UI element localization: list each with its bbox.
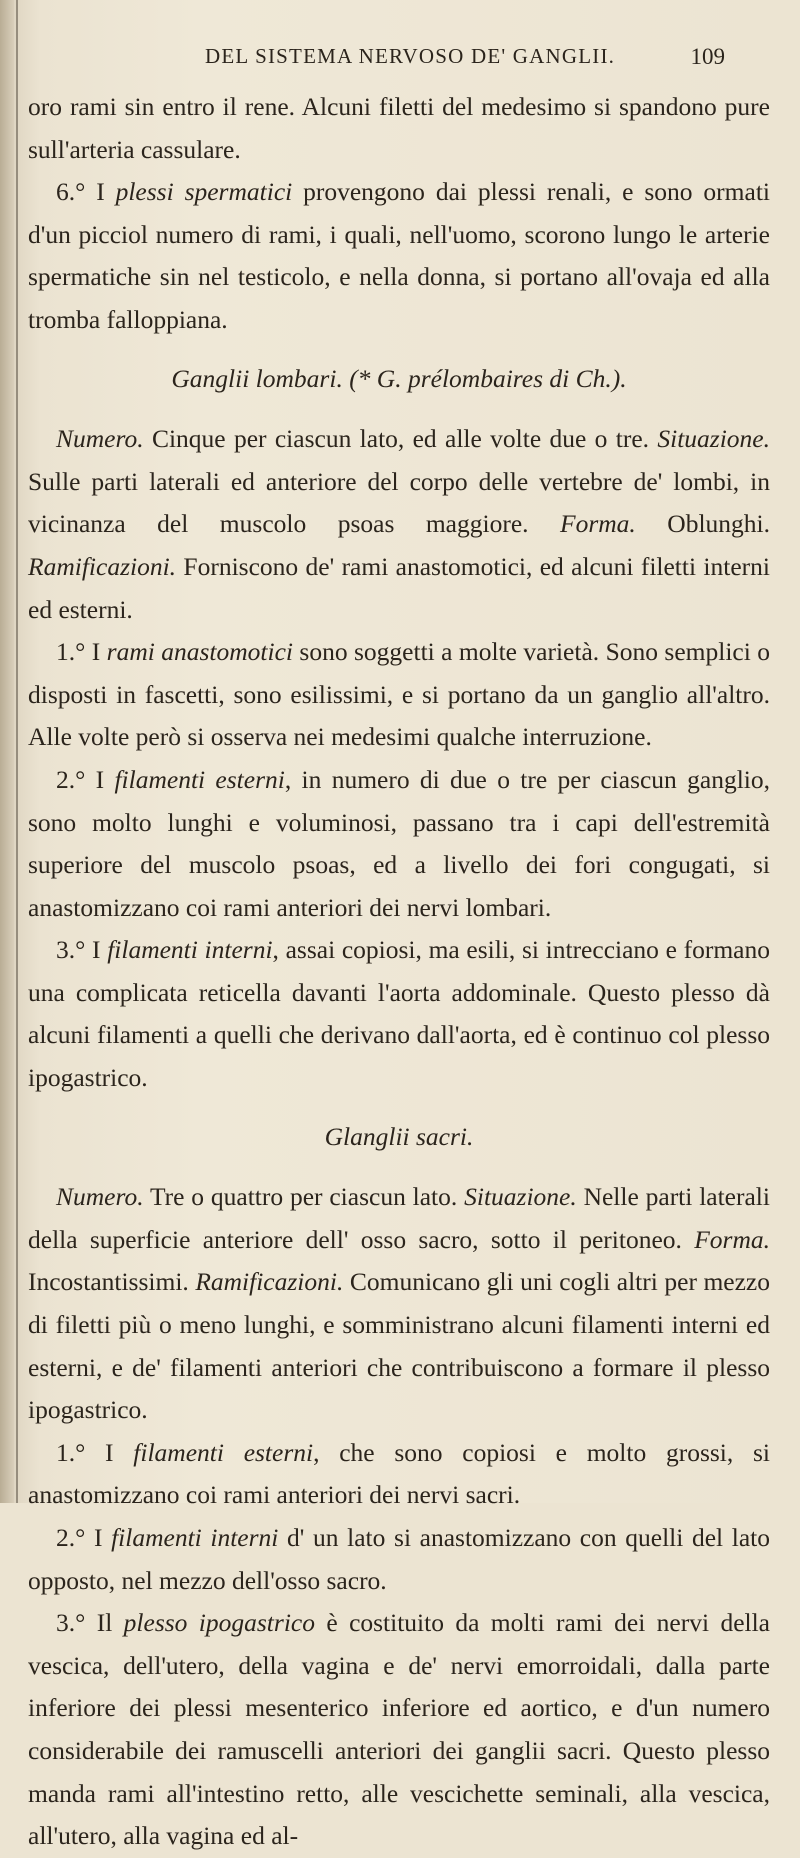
paragraph-text: 2.° I xyxy=(56,764,115,794)
section-heading: Glanglii sacri. xyxy=(324,1121,474,1151)
emphasis: filamenti esterni xyxy=(114,764,285,794)
running-header xyxy=(205,44,725,70)
running-title: DEL SISTEMA NERVOSO DE' GANGLII. xyxy=(205,44,616,68)
paragraph xyxy=(28,1517,770,1602)
paragraph-text: 2.° I xyxy=(56,1523,112,1552)
paragraph-text: 1.° I xyxy=(56,1437,134,1467)
paragraph-text: 6.° I xyxy=(56,177,116,207)
paragraph xyxy=(28,929,770,1099)
section-heading: Ganglii lombari. (* G. prélombaires di Ch.). xyxy=(171,363,627,393)
paragraph-text: Tre o quattro per ciascun lato. xyxy=(143,1182,465,1212)
emphasis: Forma. xyxy=(560,509,636,539)
emphasis: rami anastomotici xyxy=(106,637,293,667)
paragraph-text: Nelle parti laterali della superficie anteriore dell' osso sacro, sotto il peritoneo. xyxy=(28,1182,770,1254)
paragraph-text: Forniscono de' rami anastomotici, ed alcuni filetti interni ed esterni. xyxy=(28,551,770,624)
emphasis: Numero. xyxy=(56,424,144,454)
paragraph xyxy=(28,1602,770,1858)
paragraph xyxy=(28,1176,770,1432)
emphasis: filamenti interni xyxy=(111,1523,279,1552)
page-number: 109 xyxy=(690,44,725,69)
gutter-line xyxy=(16,0,18,1503)
paragraph-text: Comunicano gli uni cogli altri per mezzo di filetti più o meno lunghi, e somministrano alcuni filamenti interni ed esterni, e de' filamenti anteriori che contribuiscono a formare il plesso ipogastrico. xyxy=(28,1267,770,1425)
paragraph xyxy=(28,759,770,929)
emphasis: Numero. xyxy=(56,1182,144,1212)
emphasis: Forma. xyxy=(694,1224,770,1254)
paragraph xyxy=(28,418,770,631)
paragraph xyxy=(28,171,770,341)
paragraph-text: , in numero di due o tre per ciascun ganglio, sono molto lunghi e voluminosi, passano tra i capi dell'estremità superiore del muscolo psoas, ed a livello dei fori congugati, si anastomizzano coi rami anteriori dei nervi lombari. xyxy=(28,764,770,922)
page-gutter-shadow xyxy=(0,0,14,1503)
emphasis: filamenti interni xyxy=(107,935,273,965)
paragraph-text: 3.° I xyxy=(56,935,108,965)
emphasis: Ramificazioni. xyxy=(28,551,177,581)
emphasis: Ramificazioni. xyxy=(195,1267,344,1297)
paragraph xyxy=(28,1432,770,1517)
emphasis: Situazione. xyxy=(657,424,770,454)
paragraph-text: 1.° I xyxy=(56,637,107,667)
paragraph xyxy=(28,631,770,759)
emphasis: Situazione. xyxy=(464,1182,577,1212)
paragraph xyxy=(28,86,770,171)
paragraph-text: oro rami sin entro il rene. Alcuni filetti del medesimo si spandono pure sull'arteria cassulare. xyxy=(28,92,770,164)
paragraph-text: Cinque per ciascun lato, ed alle volte due o tre. xyxy=(143,424,658,454)
paragraph-text: d' un lato si anastomizzano con quelli del lato opposto, nel mezzo dell'osso sacro. xyxy=(28,1523,770,1595)
paragraph-text: sono soggetti a molte varietà. Sono semplici o disposti in fascetti, sono esilissimi, e si portano da un ganglio all'altro. Alle volte però si osserva nei medesimi qualche interruzione. xyxy=(28,637,770,752)
paragraph-text: 3.° Il xyxy=(56,1608,124,1638)
emphasis: plesso ipogastrico xyxy=(123,1608,315,1638)
paragraph-text: è costituito da molti rami dei nervi della vescica, dell'utero, della vagina e de' nervi emorroidali, dalla parte inferiore dei plessi mesenterico inferiore ed aortico, e d'un numero considerabile dei ramuscelli anteriori dei ganglii sacri. Questo plesso manda rami all'intestino retto, alle vescichette seminali, alla vescica, all'utero, alla vagina ed al- xyxy=(28,1608,771,1851)
body-text xyxy=(28,86,770,1858)
paragraph-text: Incostantissimi. xyxy=(28,1267,196,1297)
paragraph-text: , assai copiosi, ma esili, si intrecciano e formano una complicata reticella davanti l'aorta addominale. Questo plesso dà alcuni filamenti a quelli che derivano dall'aorta, ed è continuo col plesso ipogastrico. xyxy=(28,935,770,1093)
paragraph-text: , che sono copiosi e molto grossi, si anastomizzano coi rami anteriori dei nervi sacri. xyxy=(28,1437,770,1510)
paragraph-text: Sulle parti laterali ed anteriore del corpo delle vertebre de' lombi, in vicinanza del muscolo psoas maggiore. xyxy=(28,466,770,539)
paragraph-text: Oblunghi. xyxy=(635,509,771,539)
emphasis: plessi spermatici xyxy=(115,177,293,207)
emphasis: filamenti esterni xyxy=(133,1437,314,1467)
paragraph-text: provengono dai plessi renali, e sono ormati d'un picciol numero di rami, i quali, nell'uomo, scorono lungo le arterie spermatiche sin nel testicolo, e nella donna, si portano all'ovaja ed alla tromba falloppiana. xyxy=(28,177,770,334)
